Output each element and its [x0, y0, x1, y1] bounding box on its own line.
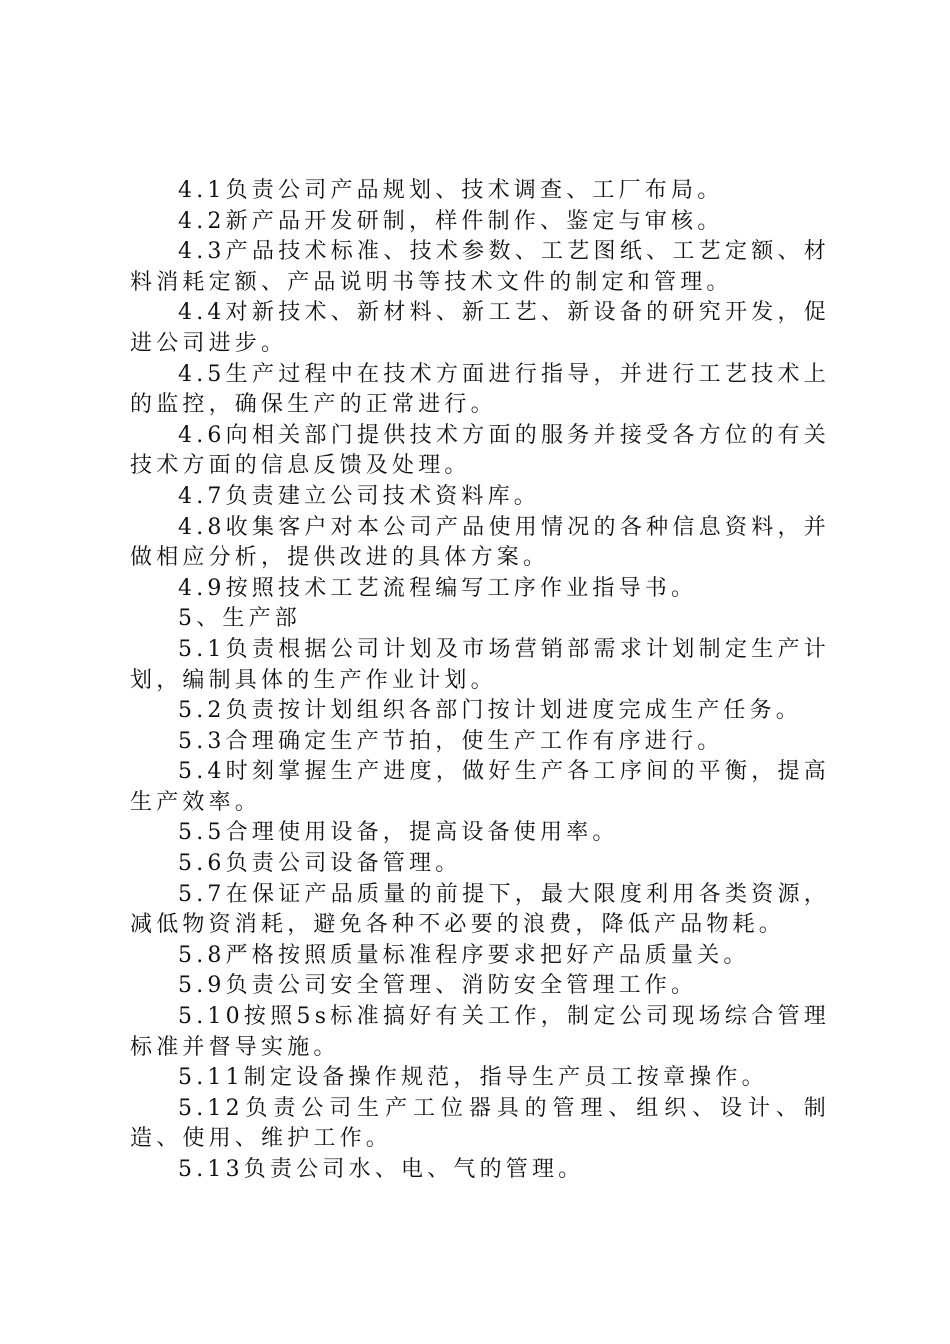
paragraph-4-7: 4.7负责建立公司技术资料库。 — [178, 483, 540, 509]
section-heading-production: 5、生产部 — [178, 606, 301, 632]
paragraph-4-5: 4.5生产过程中在技术方面进行指导，并进行工艺技术上的监控，确保生产的正常进行。 — [130, 361, 830, 418]
paragraph-5-4: 5.4时刻掌握生产进度，做好生产各工序间的平衡，提高生产效率。 — [130, 759, 830, 815]
paragraph-4-6: 4.6向相关部门提供技术方面的服务并接受各方位的有关技术方面的信息反馈及处理。 — [130, 422, 830, 479]
paragraph-5-5: 5.5合理使用设备，提高设备使用率。 — [178, 820, 619, 846]
paragraph-5-8: 5.8严格按照质量标准程序要求把好产品质量关。 — [178, 942, 750, 968]
paragraph-5-7: 5.7在保证产品质量的前提下，最大限度利用各类资源，减低物资消耗，避免各种不必要的浪费，降低产品物耗。 — [130, 881, 830, 938]
paragraph-5-1: 5.1负责根据公司计划及市场营销部需求计划制定生产计划，编制具体的生产作业计划。 — [130, 636, 830, 693]
paragraph-4-8: 4.8收集客户对本公司产品使用情况的各种信息资料，并做相应分析，提供改进的具体方案。 — [130, 514, 830, 571]
paragraph-5-12: 5.12负责公司生产工位器具的管理、组织、设计、制造、使用、维护工作。 — [130, 1095, 830, 1152]
paragraph-4-3: 4.3产品技术标准、技术参数、工艺图纸、工艺定额、材料消耗定额、产品说明书等技术文件的制定和管理。 — [130, 239, 830, 295]
paragraph-5-6: 5.6负责公司设备管理。 — [178, 851, 462, 877]
paragraph-5-10: 5.10按照5s标准搞好有关工作，制定公司现场综合管理标准并督导实施。 — [130, 1004, 830, 1060]
paragraph-5-9: 5.9负责公司安全管理、消防安全管理工作。 — [178, 973, 698, 999]
paragraph-4-1: 4.1负责公司产品规划、技术调查、工厂布局。 — [178, 178, 724, 203]
paragraph-4-4: 4.4对新技术、新材料、新工艺、新设备的研究开发，促进公司进步。 — [130, 300, 830, 356]
document-body — [130, 176, 830, 1186]
paragraph-5-2: 5.2负责按计划组织各部门按计划进度完成生产任务。 — [178, 698, 802, 724]
paragraph-5-3: 5.3合理确定生产节拍，使生产工作有序进行。 — [178, 728, 724, 754]
paragraph-4-9: 4.9按照技术工艺流程编写工序作业指导书。 — [178, 575, 698, 601]
paragraph-5-11: 5.11制定设备操作规范，指导生产员工按章操作。 — [178, 1065, 768, 1091]
paragraph-5-13: 5.13负责公司水、电、气的管理。 — [178, 1157, 585, 1182]
paragraph-4-2: 4.2新产品开发研制，样件制作、鉴定与审核。 — [178, 208, 724, 234]
